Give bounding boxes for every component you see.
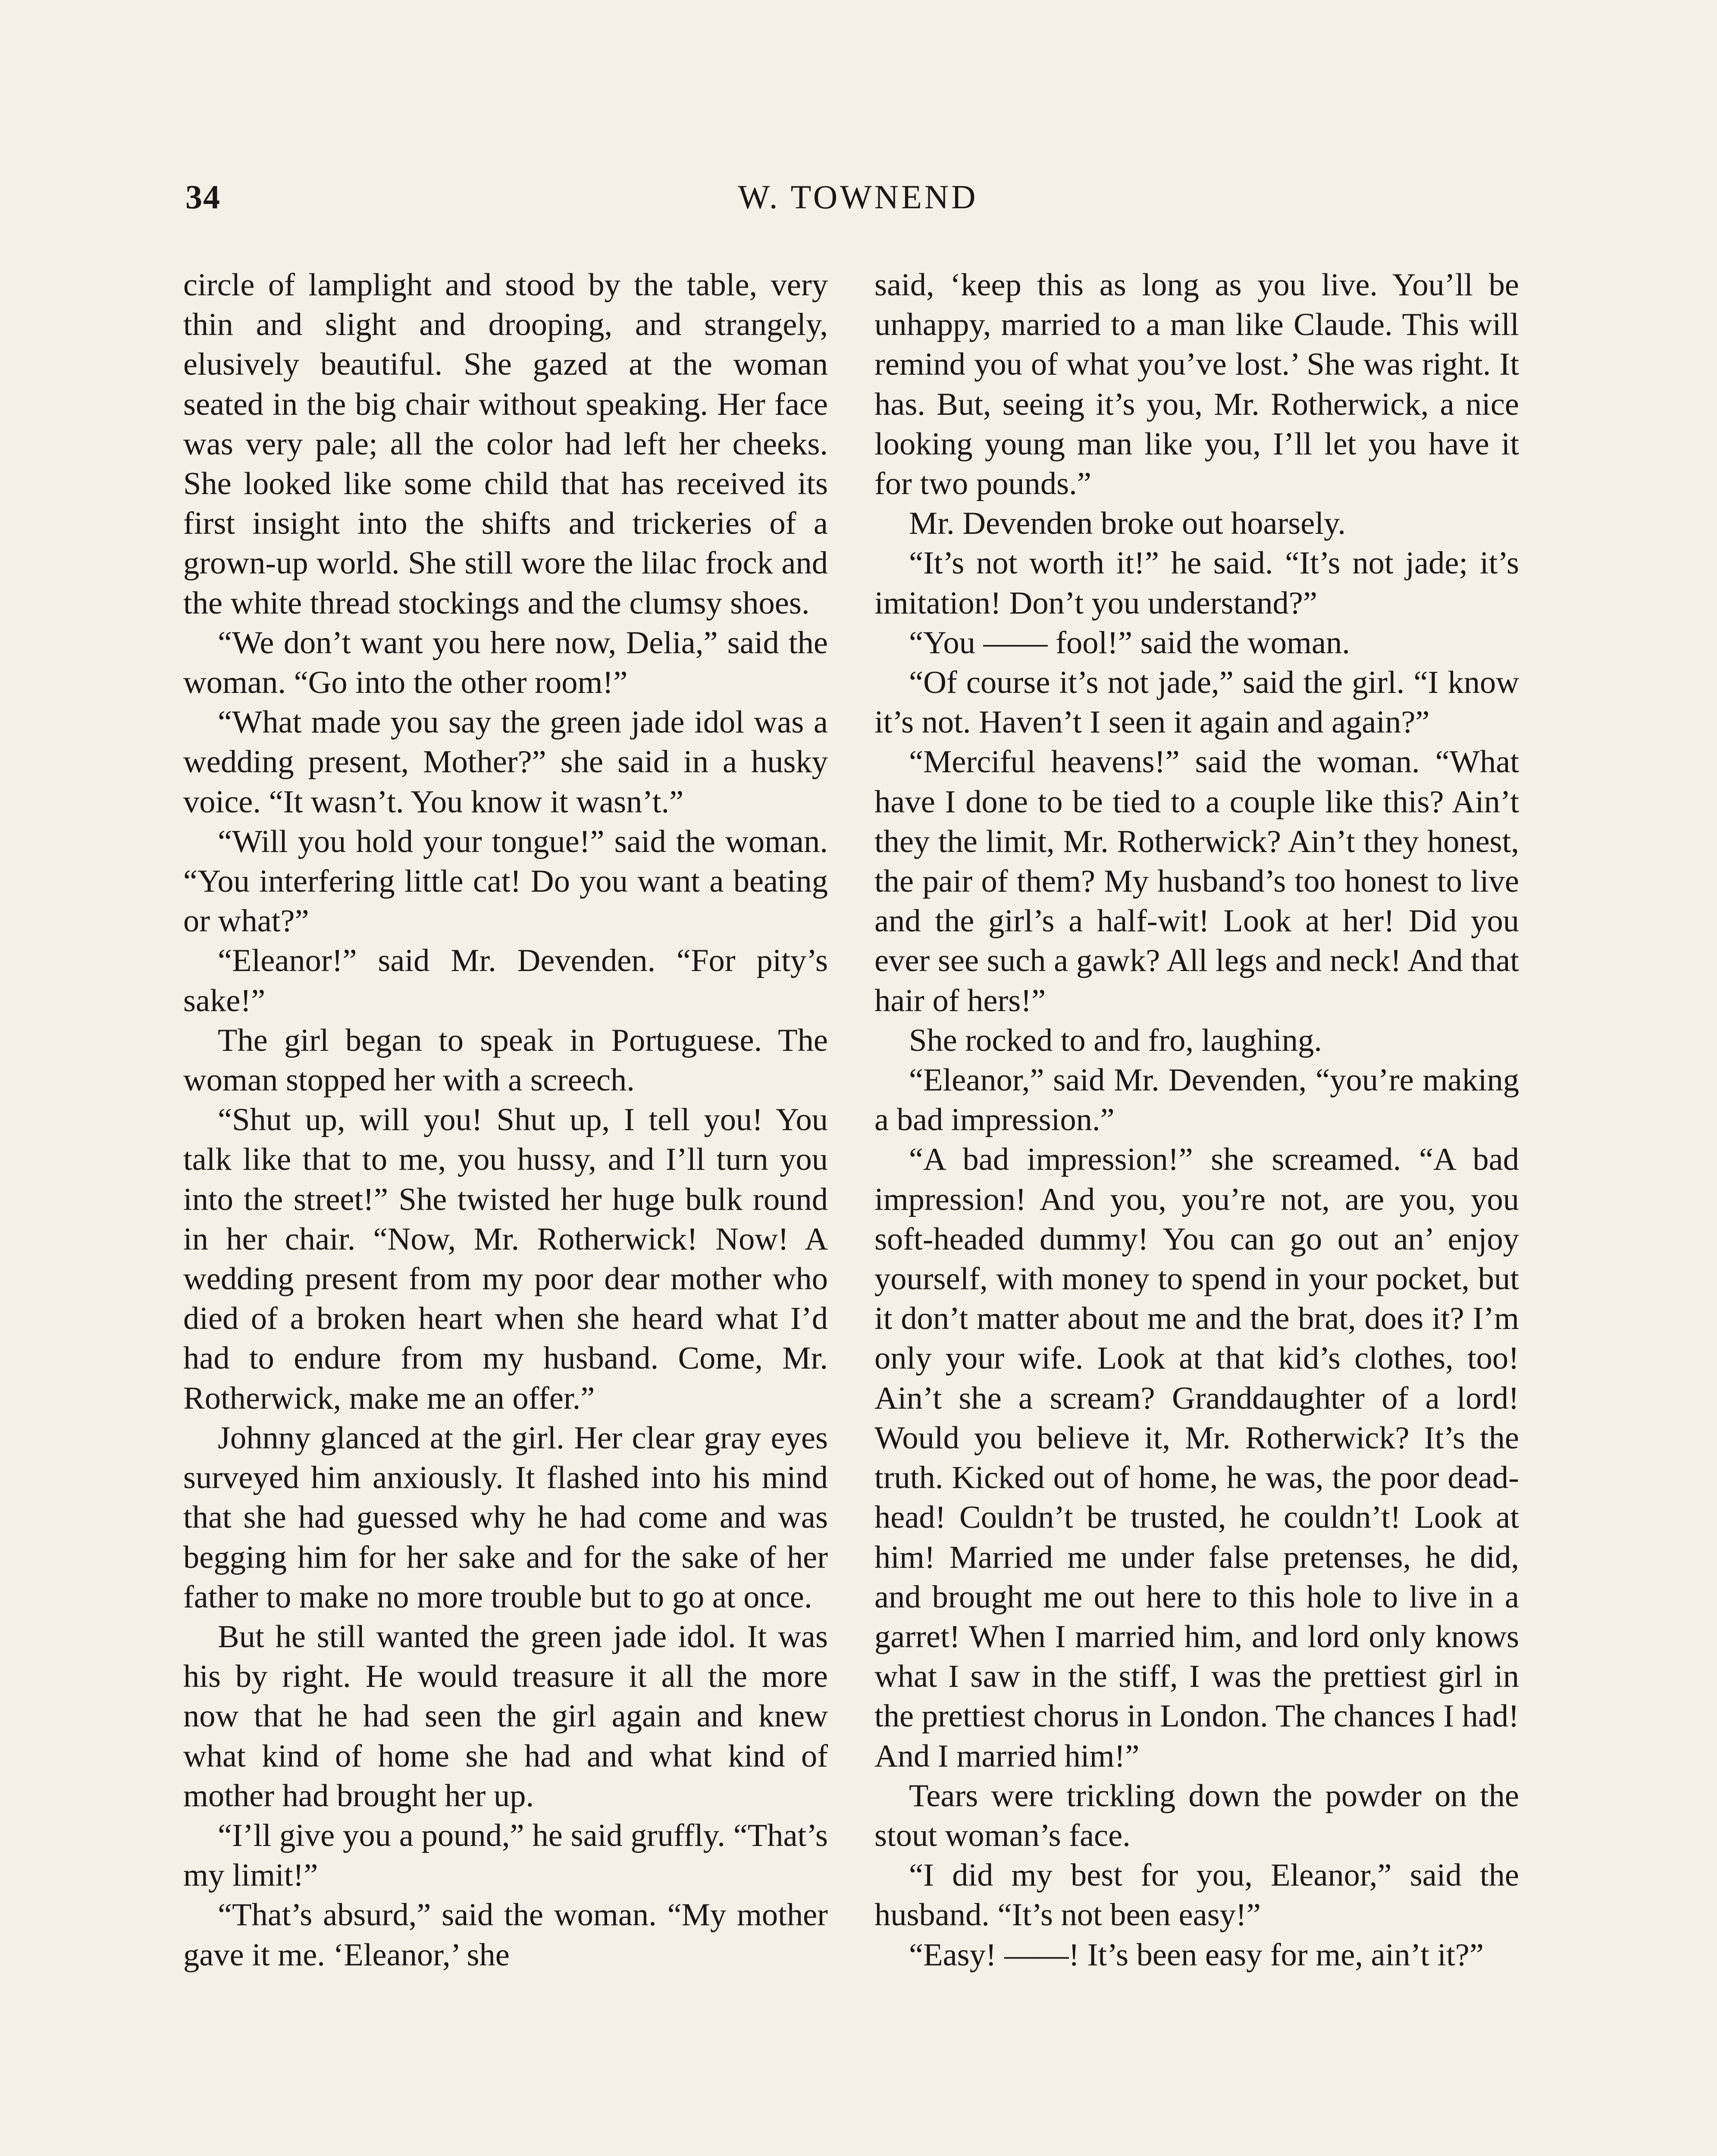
paragraph: “I’ll give you a pound,” he said gruffly. “That’s my limit!” xyxy=(183,1818,828,1893)
paragraph: “That’s absurd,” said the woman. “My mother gave it me. ‘Eleanor,’ she xyxy=(183,1897,828,1973)
paragraph: “Will you hold your tongue!” said the woman. “You interfering little cat! Do you want a beating or what?” xyxy=(183,824,828,939)
paragraph: “Shut up, will you! Shut up, I tell you! You talk like that to me, you hussy, and I’ll turn you into the street!” She twisted her huge bulk round in her chair. “Now, Mr. Rotherwick! Now! A wedding present from my poor dear mother who died of a broken heart when she heard what I’d had to endure from my husband. Come, Mr. Rotherwick, make me an offer.” xyxy=(183,1102,828,1416)
paragraph: “What made you say the green jade idol was a wedding present, Mother?” she said in a husky voice. “It wasn’t. You know it wasn’t.” xyxy=(183,705,828,820)
paragraph: Mr. Devenden broke out hoarsely. xyxy=(909,506,1346,542)
page-header xyxy=(185,178,1531,225)
running-head: W. TOWNEND xyxy=(738,178,978,216)
paragraph: said, ‘keep this as long as you live. You’ll be unhappy, married to a man like Claude. This will remind you of what you’ve lost.’ She was right. It has. But, seeing it’s you, Mr. Rotherwick, a nice looking young man like you, I’ll let you have it for two pounds.” xyxy=(874,267,1519,502)
paragraph: “We don’t want you here now, Delia,” said the woman. “Go into the other room!” xyxy=(183,625,828,701)
paragraph: “A bad impression!” she screamed. “A bad impression! And you, you’re not, are you, you soft-headed dummy! You can go out an’ enjoy yourself, with money to spend in your pocket, but it don’t matter about me and the brat, does it? I’m only your wife. Look at that kid’s clothes, too! Ain’t she a scream? Granddaughter of a lord! Would you believe it, Mr. Rotherwick? It’s the truth. Kicked out of home, he was, the poor dead-head! Couldn’t be trusted, he couldn’t! Look at him! Married me under false pretenses, he did, and brought me out here to this hole to live in a garret! When I married him, and lord only knows what I saw in the stiff, I was the prettiest girl in the prettiest chorus in London. The chances I had! And I married him!” xyxy=(874,1142,1519,1774)
paragraph: But he still wanted the green jade idol. It was his by right. He would treasure it all the more now that he had seen the girl again and knew what kind of home she had and what kind of mother had brought her up. xyxy=(183,1619,828,1814)
page-number: 34 xyxy=(185,178,221,216)
paragraph: circle of lamplight and stood by the table, very thin and slight and drooping, and strangely, elusively beautiful. She gazed at the woman seated in the big chair without speaking. Her face was very pale; all the color had left her cheeks. She looked like some child that has received its first insight into the shifts and trickeries of a grown-up world. She still wore the lilac frock and the white thread stockings and the clumsy shoes. xyxy=(183,267,828,621)
paragraph: The girl began to speak in Portuguese. The woman stopped her with a screech. xyxy=(183,1022,828,1098)
paragraph: “I did my best for you, Eleanor,” said the husband. “It’s not been easy!” xyxy=(874,1858,1519,1933)
paragraph: “Easy! ——! It’s been easy for me, ain’t it?” xyxy=(909,1937,1484,1973)
paragraph: “Merciful heavens!” said the woman. “What have I done to be tied to a couple like this? Ain’t they the limit, Mr. Rotherwick? Ain’t they honest, the pair of them? My husband’s too honest to live and the girl’s a half-wit! Look at her! Did you ever see such a gawk? All legs and neck! And that hair of hers!” xyxy=(874,744,1519,1018)
paragraph: “It’s not worth it!” he said. “It’s not jade; it’s imitation! Don’t you understand?” xyxy=(874,545,1519,621)
paragraph: Johnny glanced at the girl. Her clear gray eyes surveyed him anxiously. It flashed into his mind that she had guessed why he had come and was begging him for her sake and for the sake of her father to make no more trouble but to go at once. xyxy=(183,1420,828,1615)
paragraph: “Of course it’s not jade,” said the girl. “I know it’s not. Haven’t I seen it again and again?” xyxy=(874,665,1519,740)
paragraph: “Eleanor,” said Mr. Devenden, “you’re making a bad impression.” xyxy=(874,1062,1519,1138)
paragraph: “Eleanor!” said Mr. Devenden. “For pity’s sake!” xyxy=(183,943,828,1018)
paragraph: “You —— fool!” said the woman. xyxy=(909,625,1350,661)
left-column xyxy=(183,265,828,1975)
paragraph: She rocked to and fro, laughing. xyxy=(909,1022,1322,1058)
paragraph: Tears were trickling down the powder on the stout woman’s face. xyxy=(874,1778,1519,1853)
right-column xyxy=(874,265,1519,1975)
